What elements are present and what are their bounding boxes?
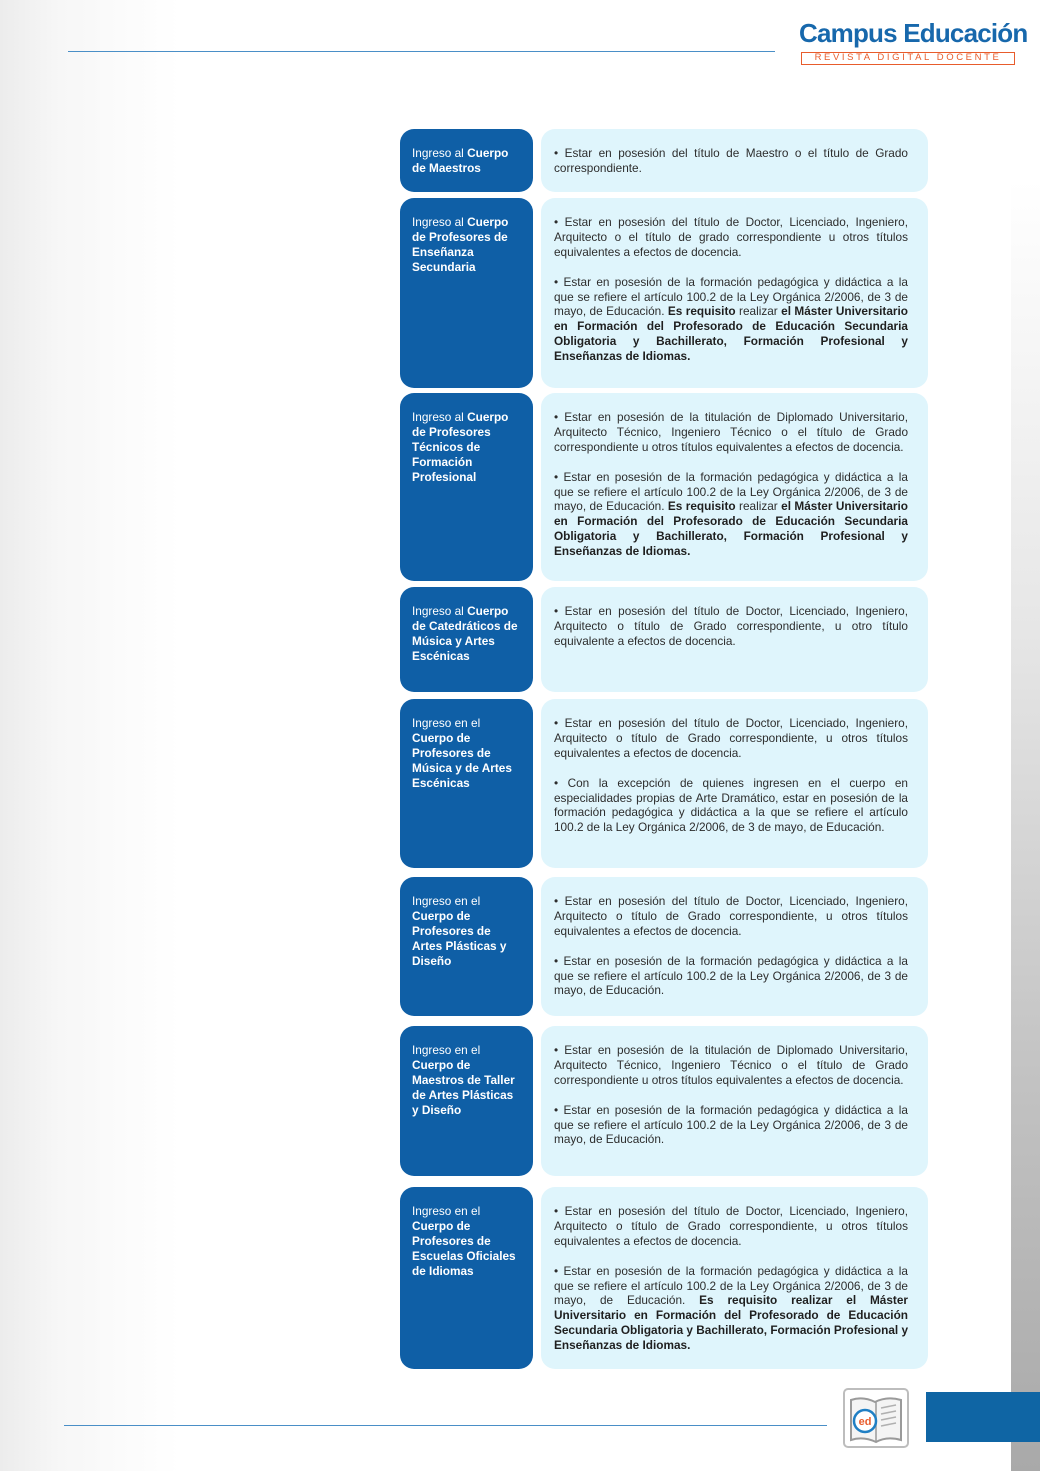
- footer-rule: [64, 1425, 827, 1426]
- requirement-text: • Con la excepción de quienes ingresen en el cuerpo en especialidades propias de Arte Dramático, estar en posesión de la formación pedagógica y didáctica a la que se refiere el artículo 100.2 de la Ley Orgánica 2/2006, de 3 de mayo, de Educación.: [554, 775, 908, 835]
- requirement-row: [400, 699, 928, 868]
- requirement-text: • Estar en posesión del título de Doctor, Licenciado, Ingeniero, Arquitecto o el título de grado correspondiente u otros títulos equivalentes a efectos de docencia.: [554, 215, 908, 259]
- row-label-prefix: Ingreso en el: [412, 716, 481, 730]
- requirement-row: [400, 877, 928, 1016]
- requirement-row: [400, 1026, 928, 1176]
- row-label-prefix: Ingreso al: [412, 215, 468, 229]
- row-label: [400, 393, 533, 581]
- requirement-paragraph: [554, 894, 908, 939]
- footer-blue-tab: [926, 1392, 1040, 1442]
- requirement-text: • Estar en posesión de la formación pedagógica y didáctica a la que se refiere el artículo 100.2 de la Ley Orgánica 2/2006, de 3 de mayo, de Educación.: [554, 469, 908, 514]
- row-requirements: [541, 877, 928, 1016]
- requirement-emphasis: el Máster Universitario en Formación del Profesorado de Educación Secundaria Obligatoria y Bachillerato, Formación Profesional y Enseñanzas de Idiomas.: [554, 304, 908, 364]
- row-requirements: [541, 587, 928, 692]
- requirement-paragraph: [554, 1264, 908, 1353]
- requirement-paragraph: [554, 410, 908, 455]
- requirement-emphasis: Es requisito: [667, 499, 736, 514]
- brand-subtitle: REVISTA DIGITAL DOCENTE: [801, 52, 1015, 65]
- row-label-prefix: Ingreso en el: [412, 1204, 481, 1218]
- requirement-row: [400, 1187, 928, 1369]
- row-label-body: Cuerpo de Profesores de Escuelas Oficiales de Idiomas: [412, 1219, 516, 1278]
- row-label-prefix: Ingreso al: [412, 146, 468, 160]
- requirement-text: • Estar en posesión del título de Doctor, Licenciado, Ingeniero, Arquitecto o título de Grado correspondiente, u otros títulos equivalentes a efectos de docencia.: [554, 894, 908, 938]
- requirement-text: • Estar en posesión de la formación pedagógica y didáctica a la que se refiere el artículo 100.2 de la Ley Orgánica 2/2006, de 3 de mayo, de Educación.: [554, 953, 908, 998]
- requirement-text: realizar: [735, 499, 782, 514]
- requirement-row: [400, 198, 928, 388]
- row-requirements: [541, 393, 928, 581]
- requirement-text: • Estar en posesión del título de Maestro o el título de Grado correspondiente.: [554, 146, 908, 175]
- requirement-text: • Estar en posesión de la formación pedagógica y didáctica a la que se refiere el artículo 100.2 de la Ley Orgánica 2/2006, de 3 de mayo, de Educación.: [554, 1102, 908, 1147]
- requirement-paragraph: [554, 776, 908, 836]
- row-label-body: Cuerpo de Maestros de Taller de Artes Plásticas y Diseño: [412, 1058, 515, 1117]
- row-label: [400, 1187, 533, 1369]
- row-label-body: Cuerpo de Profesores de Enseñanza Secundaria: [412, 215, 509, 274]
- requirement-text: • Estar en posesión de la titulación de Diplomado Universitario, Arquitecto Técnico, Ingeniero Técnico o el título de Grado correspondiente u otros títulos equivalentes a efectos de docencia.: [554, 410, 908, 454]
- requirement-text: • Estar en posesión del título de Doctor, Licenciado, Ingeniero, Arquitecto o título de Grado correspondiente, u otro título equivalente a efectos de docencia.: [554, 604, 908, 648]
- brand-title: Campus Educación: [799, 18, 1028, 48]
- requirement-text: • Estar en posesión del título de Doctor, Licenciado, Ingeniero, Arquitecto o título de Grado correspondiente, u otros títulos equivalentes a efectos de docencia.: [554, 1204, 908, 1248]
- row-requirements: [541, 1187, 928, 1369]
- requirement-emphasis: Es requisito realizar el Máster Universitario en Formación del Profesorado de Educación Secundaria Obligatoria y Bachillerato, Formación Profesional y Enseñanzas de Idiomas.: [554, 1293, 909, 1353]
- row-label-prefix: Ingreso al: [412, 604, 468, 618]
- row-label-body: Cuerpo de Catedráticos de Música y Artes Escénicas: [412, 604, 518, 663]
- requirement-emphasis: el Máster Universitario en Formación del Profesorado de Educación Secundaria Obligatoria y Bachillerato, Formación Profesional y Enseñanzas de Idiomas.: [554, 499, 908, 559]
- requirement-text: • Estar en posesión de la titulación de Diplomado Universitario, Arquitecto Técnico, Ingeniero Técnico o el título de Grado correspondiente u otros títulos equivalentes a efectos de docencia.: [554, 1043, 908, 1087]
- row-label: [400, 877, 533, 1016]
- row-label-prefix: Ingreso al: [412, 410, 468, 424]
- row-label-body: Cuerpo de Profesores de Música y de Artes Escénicas: [412, 731, 512, 790]
- requirement-paragraph: [554, 275, 908, 364]
- requirement-row: [400, 129, 928, 192]
- requirement-paragraph: [554, 954, 908, 999]
- row-label-prefix: Ingreso en el: [412, 894, 481, 908]
- row-requirements: [541, 699, 928, 868]
- row-requirements: [541, 1026, 928, 1176]
- row-label-body: Cuerpo de Profesores Técnicos de Formación Profesional: [412, 410, 509, 484]
- row-label: [400, 1026, 533, 1176]
- requirement-emphasis: Es requisito: [667, 304, 736, 319]
- row-label: [400, 587, 533, 692]
- requirement-paragraph: [554, 604, 908, 649]
- row-label: [400, 699, 533, 868]
- row-label: [400, 198, 533, 388]
- requirement-row: [400, 587, 928, 692]
- requirement-paragraph: [554, 215, 908, 260]
- header-rule: [68, 51, 775, 52]
- row-label: [400, 129, 533, 192]
- row-requirements: [541, 198, 928, 388]
- requirement-paragraph: [554, 716, 908, 761]
- requirement-paragraph: [554, 470, 908, 559]
- requirement-text: • Estar en posesión de la formación pedagógica y didáctica a la que se refiere el artículo 100.2 de la Ley Orgánica 2/2006, de 3 de mayo, de Educación.: [554, 1263, 908, 1308]
- row-label-prefix: Ingreso en el: [412, 1043, 481, 1057]
- requirement-paragraph: [554, 146, 908, 176]
- requirement-paragraph: [554, 1204, 908, 1249]
- decorative-side-band: [1011, 180, 1040, 1471]
- requirement-paragraph: [554, 1103, 908, 1148]
- requirement-text: • Estar en posesión del título de Doctor, Licenciado, Ingeniero, Arquitecto o título de Grado correspondiente, u otros títulos equivalentes a efectos de docencia.: [554, 716, 908, 760]
- requirement-row: [400, 393, 928, 581]
- row-requirements: [541, 129, 928, 192]
- book-logo-icon: [843, 1388, 909, 1448]
- requirement-paragraph: [554, 1043, 908, 1088]
- logo-letters: ed: [858, 1416, 872, 1428]
- brand-logo: [799, 18, 1028, 65]
- row-label-body: Cuerpo de Maestros: [412, 146, 509, 175]
- requirement-text: realizar: [735, 304, 782, 319]
- row-label-body: Cuerpo de Profesores de Artes Plásticas y Diseño: [412, 909, 507, 968]
- requirement-text: • Estar en posesión de la formación pedagógica y didáctica a la que se refiere el artículo 100.2 de la Ley Orgánica 2/2006, de 3 de mayo, de Educación.: [554, 274, 908, 319]
